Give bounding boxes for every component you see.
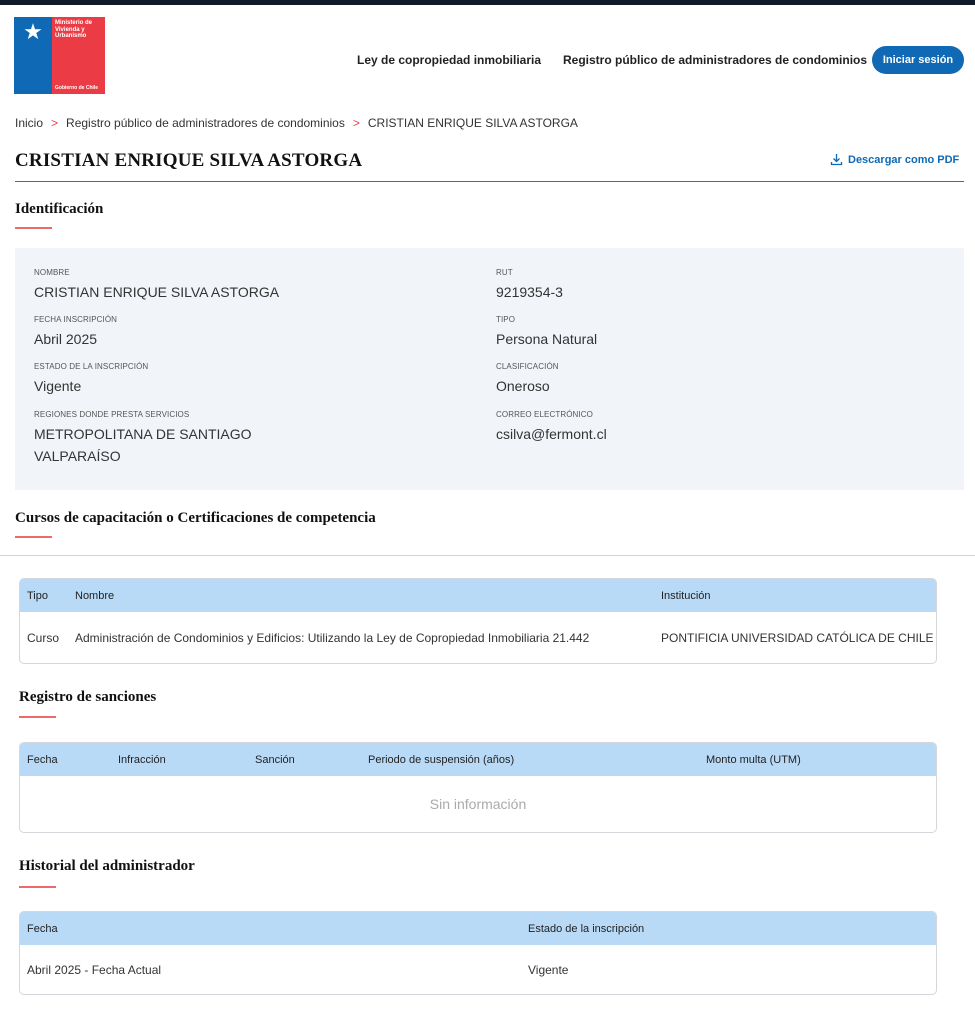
empty-row <box>20 776 936 832</box>
download-icon <box>830 153 843 166</box>
field-clasificacion <box>496 362 559 397</box>
logo-red-block <box>52 17 105 94</box>
field-label: ESTADO DE LA INSCRIPCIÓN <box>34 362 149 371</box>
table-row <box>20 945 936 994</box>
field-value: Persona Natural <box>496 331 598 347</box>
section-divider <box>0 555 975 556</box>
header-estado: Estado de la inscripción <box>528 922 645 935</box>
section-underline <box>19 716 56 718</box>
header-sancion: Sanción <box>255 753 295 766</box>
field-label: RUT <box>496 268 513 277</box>
cell-fecha: Abril 2025 - Fecha Actual <box>27 962 162 977</box>
sanctions-section-title: Registro de sanciones <box>19 689 157 705</box>
table-row <box>20 612 936 663</box>
top-bar <box>0 0 975 5</box>
field-value: csilva@fermont.cl <box>496 426 607 442</box>
field-label: NOMBRE <box>34 268 70 277</box>
chevron-right-icon: > <box>51 116 59 130</box>
header-nombre: Nombre <box>75 589 115 602</box>
identification-panel <box>15 248 964 490</box>
history-section-title: Historial del administrador <box>19 858 195 874</box>
page-title: CRISTIAN ENRIQUE SILVA ASTORGA <box>15 150 363 171</box>
field-estado <box>34 362 148 397</box>
breadcrumb-current: CRISTIAN ENRIQUE SILVA ASTORGA <box>367 116 578 130</box>
field-value: CRISTIAN ENRIQUE SILVA ASTORGA <box>34 284 280 300</box>
header-fecha: Fecha <box>27 753 58 766</box>
courses-table <box>19 578 937 664</box>
cell-nombre: Administración de Condominios y Edificios: Utilizando la Ley de Copropiedad Inmobiliaria 21.442 <box>75 630 590 645</box>
chevron-right-icon: > <box>352 116 360 130</box>
section-underline <box>19 886 56 888</box>
section-underline <box>15 536 52 538</box>
field-rut <box>496 268 563 303</box>
field-label: CLASIFICACIÓN <box>496 362 559 371</box>
table-header <box>20 912 936 945</box>
cell-tipo: Curso <box>27 630 60 645</box>
field-regiones <box>34 410 252 467</box>
field-value: Vigente <box>34 378 82 394</box>
field-label: REGIONES DONDE PRESTA SERVICIOS <box>34 410 190 419</box>
breadcrumb-registry[interactable]: Registro público de administradores de condominios <box>66 116 345 130</box>
field-label: TIPO <box>496 315 516 324</box>
field-value: Oneroso <box>496 378 550 394</box>
nav-link-registro-publico[interactable]: Registro público de administradores de condominios <box>563 53 868 67</box>
courses-section-title: Cursos de capacitación o Certificaciones de competencia <box>15 510 376 526</box>
login-button[interactable]: Iniciar sesión <box>872 46 964 74</box>
logo-blue-block <box>14 17 52 94</box>
field-tipo <box>496 315 597 350</box>
logo-ministry-text: Ministerio de Vivienda y Urbanismo <box>55 20 93 39</box>
header-institucion: Institución <box>661 589 711 602</box>
cell-estado: Vigente <box>528 962 569 977</box>
cell-institucion: PONTIFICIA UNIVERSIDAD CATÓLICA DE CHILE <box>661 630 934 645</box>
header-tipo: Tipo <box>27 589 48 602</box>
breadcrumb-home[interactable]: Inicio <box>15 116 44 130</box>
download-pdf-link[interactable] <box>830 153 959 166</box>
nav-link-ley-copropiedad[interactable]: Ley de copropiedad inmobiliaria <box>357 53 542 67</box>
header-infraccion: Infracción <box>118 753 166 766</box>
table-header <box>20 743 936 776</box>
header-fecha: Fecha <box>27 922 58 935</box>
field-fecha-inscripcion <box>34 315 117 350</box>
empty-message: Sin información <box>429 796 527 812</box>
section-underline <box>15 227 52 229</box>
field-value: 9219354-3 <box>496 284 563 300</box>
header-periodo: Periodo de suspensión (años) <box>368 753 515 766</box>
identification-section-title: Identificación <box>15 201 104 217</box>
header-monto: Monto multa (UTM) <box>706 753 801 766</box>
coat-of-arms-icon: ★ <box>23 19 43 44</box>
table-header <box>20 579 936 612</box>
field-value: METROPOLITANA DE SANTIAGO <box>34 426 252 442</box>
field-value: VALPARAÍSO <box>34 448 121 464</box>
logo-government-text: Gobierno de Chile <box>55 85 99 91</box>
field-label: CORREO ELECTRÓNICO <box>496 410 593 419</box>
sanctions-table <box>19 742 937 833</box>
field-correo <box>496 410 607 445</box>
field-nombre <box>34 268 279 303</box>
ministry-logo[interactable] <box>14 17 105 94</box>
breadcrumb <box>15 116 578 130</box>
field-value: Abril 2025 <box>34 331 98 347</box>
title-divider <box>15 181 964 182</box>
field-label: FECHA INSCRIPCIÓN <box>34 315 118 324</box>
download-pdf-label: Descargar como PDF <box>848 153 960 166</box>
history-table <box>19 911 937 995</box>
